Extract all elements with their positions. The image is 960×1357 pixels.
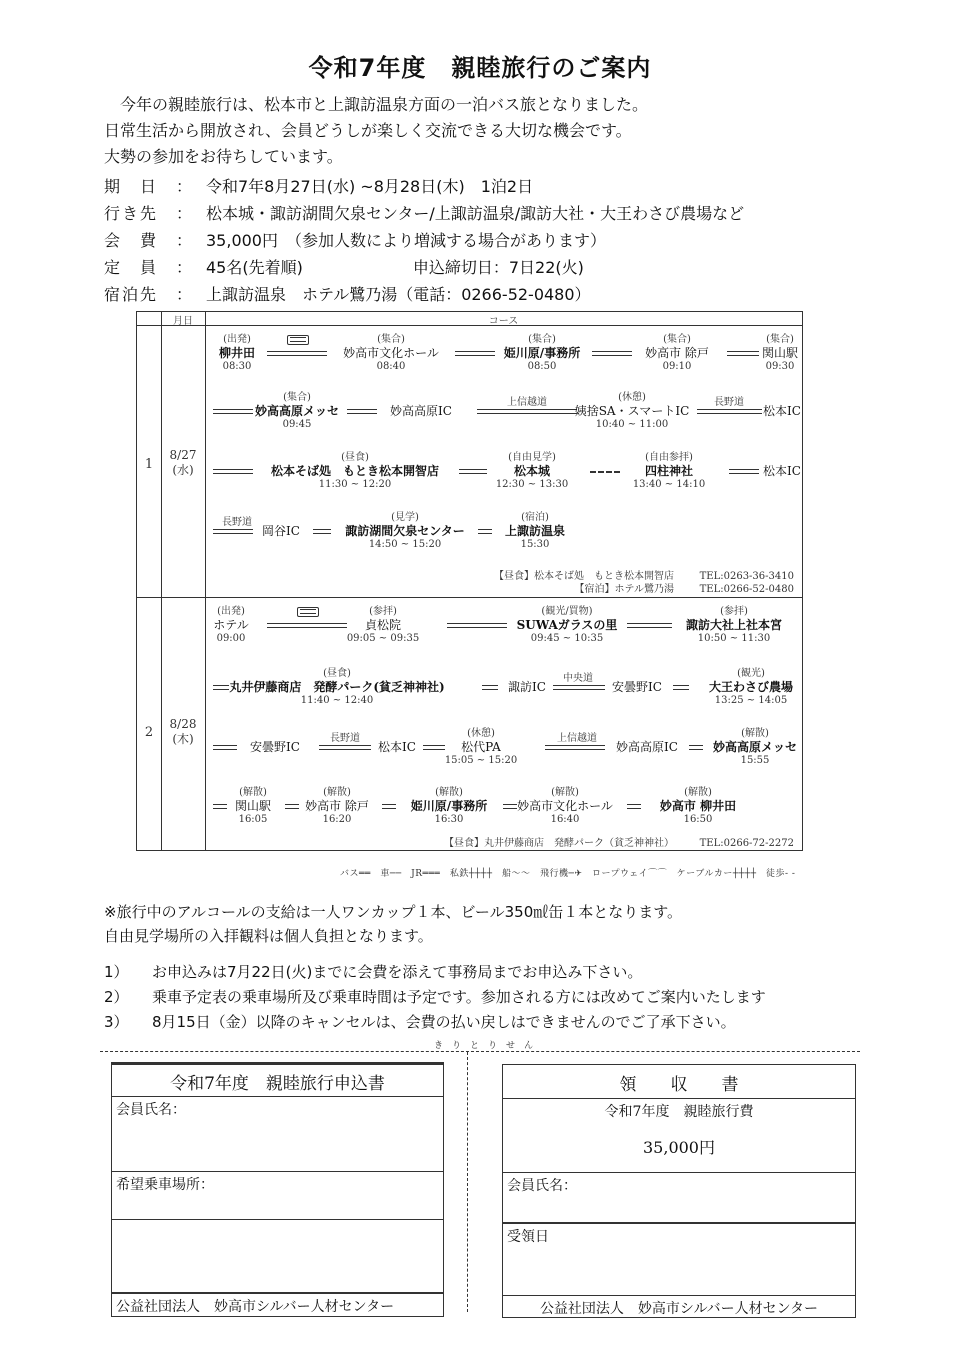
day-date-dow: (木) (172, 732, 194, 746)
blank-field[interactable] (112, 1219, 443, 1292)
road-label: 中央道 (563, 673, 593, 684)
received-date-field[interactable]: 受領日 (503, 1222, 855, 1295)
stop: 妙高高原IC (390, 404, 452, 418)
page-title: 令和7年度 親睦旅行のご案内 (308, 54, 652, 82)
info-value: 令和7年8月27日(水) ~8月28日(木) 1泊2日 (206, 177, 534, 196)
application-form-title: 令和7年度 親睦旅行申込書 (112, 1063, 443, 1093)
notice-item: 2） 乗車予定表の乗車場所及び乗車時間は予定です。参加される方には改めてご案内いたします (104, 988, 766, 1006)
application-form-org: 公益社団法人 妙高市シルバー人材センター (112, 1292, 443, 1316)
header-course: コース (488, 316, 519, 327)
stop: (休憩) 松代PA 15:05 ~ 15:20 (444, 728, 518, 766)
stop: 妙高高原IC (616, 740, 678, 754)
road-label: 長野道 (330, 733, 360, 744)
cut-line (100, 1051, 860, 1052)
stop: (集合) 妙高市文化ホール 08:40 (343, 334, 439, 372)
info-label: 定 員 (104, 258, 159, 277)
receipt-org: 公益社団法人 妙高市シルバー人材センター (503, 1295, 855, 1317)
intro-line: 今年の親睦旅行は、松本市と上諏訪温泉方面の一泊バス旅となりました。 (120, 95, 649, 114)
info-colon: ： (176, 258, 193, 277)
stop: 岡谷IC (262, 524, 300, 538)
bus-icon (287, 335, 309, 345)
stop: (集合) 妙高市 除戸 09:10 (645, 334, 709, 372)
info-value: 45名(先着順) (206, 258, 303, 277)
intro-text (104, 92, 648, 170)
info-value: 松本城・諏訪湖間欠泉センター/上諏訪温泉/諏訪大社・大王わさび農場など (206, 204, 745, 223)
remarks (104, 900, 682, 948)
day2-lunch-note: 【昼食】丸井伊藤商店 発酵パーク（貧乏神神社） TEL:0266-72-2272 (444, 838, 794, 849)
stop: 安曇野IC (612, 680, 662, 694)
member-name-field[interactable]: 会員氏名： (112, 1096, 443, 1171)
info-lodging (104, 280, 744, 307)
day-date-md: 8/28 (169, 717, 197, 731)
stop: (見学) 諏訪湖間欠泉センター 14:50 ~ 15:20 (345, 512, 465, 550)
notice-item: 3） 8月15日（金）以降のキャンセルは、会費の払い戻しはできませんのでご了承下さい。 (104, 1013, 736, 1031)
cut-label: き り と り せ ん (432, 1038, 535, 1051)
info-value: 35,000円 （参加人数により増減する場合があります） (206, 231, 606, 250)
info-colon: ： (176, 177, 193, 196)
intro-line: 大勢の参加をお待ちしています。 (104, 147, 343, 166)
stop: 松本IC (378, 740, 416, 754)
intro-line: 日常生活から開放され、会員どうしが楽しく交流できる大切な機会です。 (104, 121, 632, 140)
remark-line: 自由見学場所の入拝観料は個人負担となります。 (104, 927, 433, 945)
info-fee (104, 226, 744, 253)
boarding-place-field[interactable]: 希望乗車場所： (112, 1171, 443, 1219)
receipt-subject: 令和7年度 親睦旅行費 35,000円 (503, 1098, 855, 1172)
receipt (502, 1064, 856, 1318)
stop: (昼食) 松本そば処 もとき松本開智店 11:30 ~ 12:20 (270, 452, 440, 490)
stop: 松本IC (763, 404, 801, 418)
stop: (解散) 妙高市 柳井田 16:50 (659, 787, 737, 825)
notice-list (104, 960, 766, 1035)
road-label: 上信越道 (507, 397, 547, 408)
info-destination (104, 199, 744, 226)
application-form (111, 1062, 444, 1317)
day-number: 1 (144, 457, 154, 472)
trip-info (104, 172, 744, 307)
day1-lunch-note: 【昼食】松本そば処 もとき松本開智店 TEL:0263-36-3410 (494, 571, 794, 582)
stop: (集合) 関山駅 09:30 (761, 334, 799, 372)
info-label: 期 日 (104, 177, 159, 196)
info-label: 行き先 (104, 204, 159, 223)
receipt-member-name-field[interactable]: 会員氏名： (503, 1172, 855, 1222)
stop: (出発) 柳井田 08:30 (218, 334, 256, 372)
stop: (自由参拝) 四柱神社 13:40 ~ 14:10 (632, 452, 706, 490)
stop: (解散) 妙高市 除戸 16:20 (305, 787, 369, 825)
stop: (解散) 関山駅 16:05 (234, 787, 272, 825)
day-date (161, 448, 205, 478)
info-capacity (104, 253, 744, 280)
stop: (解散) 妙高市文化ホール 16:40 (517, 787, 613, 825)
bus-icon (297, 607, 319, 617)
remark-line: ※旅行中のアルコールの支給は一人ワンカップ１本、ビール350㎖缶１本となります。 (104, 903, 683, 921)
road-label: 長野道 (714, 397, 744, 408)
walk-line (590, 471, 620, 473)
day1-lodging-note: 【宿泊】ホテル鷺乃湯 TEL:0266-52-0480 (574, 584, 794, 595)
stop: (参拝) 諏訪大社上社本宮 10:50 ~ 11:30 (685, 606, 783, 644)
stop: (観光) 大王わさび農場 13:25 ~ 14:05 (708, 668, 794, 706)
stop: (解散) 姫川原/事務所 16:30 (410, 787, 488, 825)
stop: (集合) 妙高高原メッセ 09:45 (254, 392, 340, 430)
stop: (解散) 妙高高原メッセ 15:55 (712, 728, 798, 766)
stop: (宿泊) 上諏訪温泉 15:30 (504, 512, 566, 550)
info-date (104, 172, 744, 199)
day-date-dow: (水) (172, 463, 194, 477)
stop: (昼食) 丸井伊藤商店 発酵パーク(貧乏神神社) 11:40 ~ 12:40 (229, 668, 445, 706)
stop: (参拝) 貞松院 09:05 ~ 09:35 (346, 606, 420, 644)
schedule-table (136, 311, 803, 851)
info-label: 宿泊先 (104, 285, 159, 304)
cut-line-vertical (467, 1052, 468, 1312)
day-date (161, 717, 205, 747)
road-label: 上信越道 (557, 733, 597, 744)
day-date-md: 8/27 (169, 448, 197, 462)
stop: (観光/買物) SUWAガラスの里 09:45 ~ 10:35 (516, 606, 618, 644)
stop: 安曇野IC (250, 740, 300, 754)
info-value: 上諏訪温泉 ホテル鷺乃湯（電話：0266-52-0480） (206, 285, 591, 304)
info-colon: ： (176, 285, 193, 304)
info-colon: ： (176, 231, 193, 250)
stop: (出発) ホテル 09:00 (213, 606, 249, 644)
stop: (集合) 姫川原/事務所 08:50 (503, 334, 581, 372)
stop: 松本IC (763, 464, 801, 478)
stop: 諏訪IC (508, 680, 546, 694)
info-colon: ： (176, 204, 193, 223)
transport-legend: バス══ 車── JR═══ 私鉄┼┼┼┼ 船～～ 飛行機─✈ ロープウェイ⌒⌒ ケーブルカー┼┼┼┼ 徒歩- - (340, 869, 796, 879)
header-date: 月日 (173, 316, 193, 327)
receipt-amount: 35,000円 (643, 1138, 715, 1157)
notice-item: 1） お申込みは7月22日(火)までに会費を添えて事務局までお申込み下さい。 (104, 963, 643, 981)
receipt-title: 領 収 書 (619, 1075, 739, 1095)
road-label: 長野道 (222, 517, 252, 528)
info-label: 会 費 (104, 231, 159, 250)
day-number: 2 (144, 725, 154, 740)
info-deadline: 申込締切日：7日22(火) (412, 258, 584, 277)
stop: (休憩) 姨捨SA・スマートIC 10:40 ~ 11:00 (574, 392, 690, 430)
stop: (自由見学) 松本城 12:30 ~ 13:30 (495, 452, 569, 490)
